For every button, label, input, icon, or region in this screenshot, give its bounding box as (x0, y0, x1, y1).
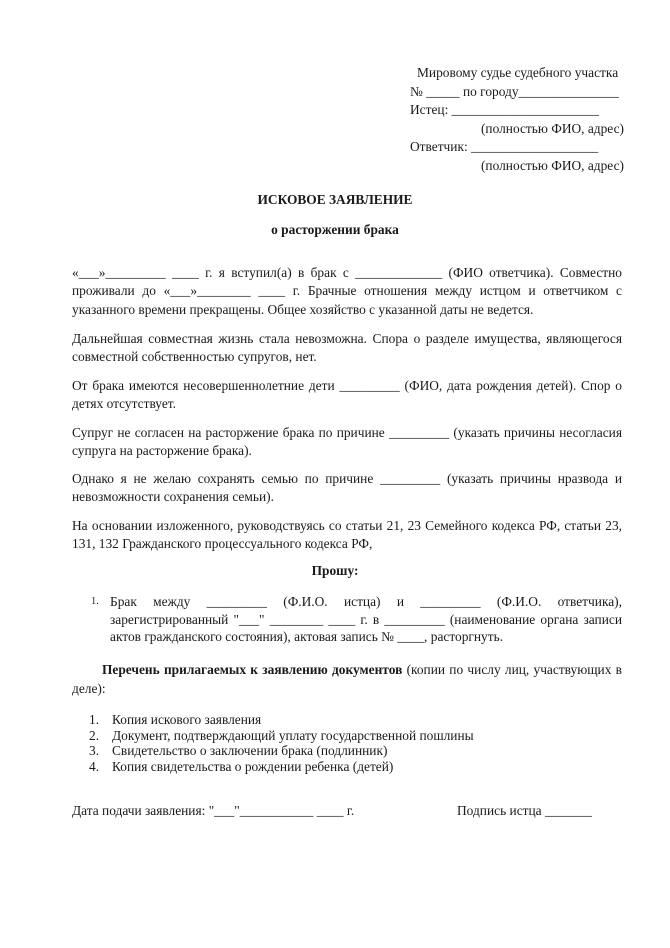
request-line: Брак между _________ (Ф.И.О. истца) и _________ (Ф.И.О. ответчика), (110, 594, 622, 609)
paragraph-line: 131, 132 Гражданского процессуального кодекса РФ, (72, 536, 373, 552)
paragraph-spouse-disagreement (72, 424, 622, 461)
paragraph-line: Супруг не согласен на расторжение брака по причине _________ (указать причины несогласия (72, 425, 622, 440)
plaintiff-signature: Подпись истца _______ (457, 803, 592, 818)
paragraph-line: совместной собственностью супругов, нет. (72, 349, 317, 365)
paragraph-marriage (72, 264, 622, 319)
plaintiff-hint: (полностью ФИО, адрес) (480, 120, 624, 136)
court-number-line: № _____ по городу_______________ (410, 83, 619, 99)
paragraph-line: От брака имеются несовершеннолетние дети _________ (ФИО, дата рождения детей). Спор о (72, 378, 622, 393)
paragraph-legal-basis (72, 517, 622, 554)
paragraph-line: проживали до «___»________ ____ г. Брачные отношения между истцом и ответчиком с (72, 283, 622, 299)
paragraph-property (72, 330, 622, 367)
list-item: 1. Копия искового заявления (89, 712, 262, 727)
paragraph-line: супруга на расторжение брака). (72, 443, 252, 459)
defendant-line: Ответчик: ___________________ (410, 139, 599, 154)
addressee-block (410, 64, 624, 175)
document-title: ИСКОВОЕ ЗАЯВЛЕНИЕ (257, 192, 413, 207)
paragraph-line: Однако я не желаю сохранять семью по причине _________ (указать причины нразвода и (72, 471, 622, 486)
list-item: 3. Свидетельство о заключении брака (подлинник) (89, 743, 388, 758)
attachments-line: деле): (72, 680, 106, 696)
request-item (72, 593, 622, 646)
filing-date: Дата подачи заявления: "___"___________ ____ г. (72, 803, 355, 818)
paragraph-line: детях отсутствует. (72, 396, 176, 412)
request-number: 1. (91, 596, 99, 607)
attachments-title: Перечень прилагаемых к заявлению документов (102, 662, 403, 677)
plaintiff-line: Истец: ______________________ (410, 102, 599, 117)
court-line: Мировому судье судебного участка (417, 65, 619, 80)
documents-list (89, 712, 609, 774)
paragraph-line: указанного времени прекращены. Общее хозяйство с указанной даты не ведется. (72, 301, 534, 317)
paragraph-reason (72, 470, 622, 507)
paragraph-line: невозможности сохранения семьи). (72, 489, 274, 505)
paragraph-line: На основании изложенного, руководствуясь со статьи 21, 23 Семейного кодекса РФ, статьи 23, (72, 518, 622, 533)
document-subtitle: о расторжении брака (271, 222, 399, 237)
request-line: зарегистрированный "___" ________ ____ г. в _________ (наименование органа записи (110, 611, 622, 627)
request-heading: Прошу: (311, 563, 359, 578)
attachments-line (72, 661, 622, 680)
attachments-heading (72, 661, 622, 698)
paragraph-line: Дальнейшая совместная жизнь стала невозможна. Спора о разделе имущества, являющегося (72, 331, 622, 346)
list-item: 2. Документ, подтверждающий уплату государственной пошлины (89, 727, 474, 743)
request-line: актов гражданского состояния), актовая запись № ____, расторгнуть. (110, 629, 504, 644)
list-item: 4. Копия свидетельства о рождении ребенка (детей) (89, 758, 394, 774)
paragraph-children (72, 377, 622, 414)
attachments-note: (копии по числу лиц, участвующих в (402, 662, 622, 677)
paragraph-line: «___»_________ ____ г. я вступил(а) в брак с _____________ (ФИО ответчика). Совместно (72, 265, 622, 280)
defendant-hint: (полностью ФИО, адрес) (480, 157, 624, 173)
